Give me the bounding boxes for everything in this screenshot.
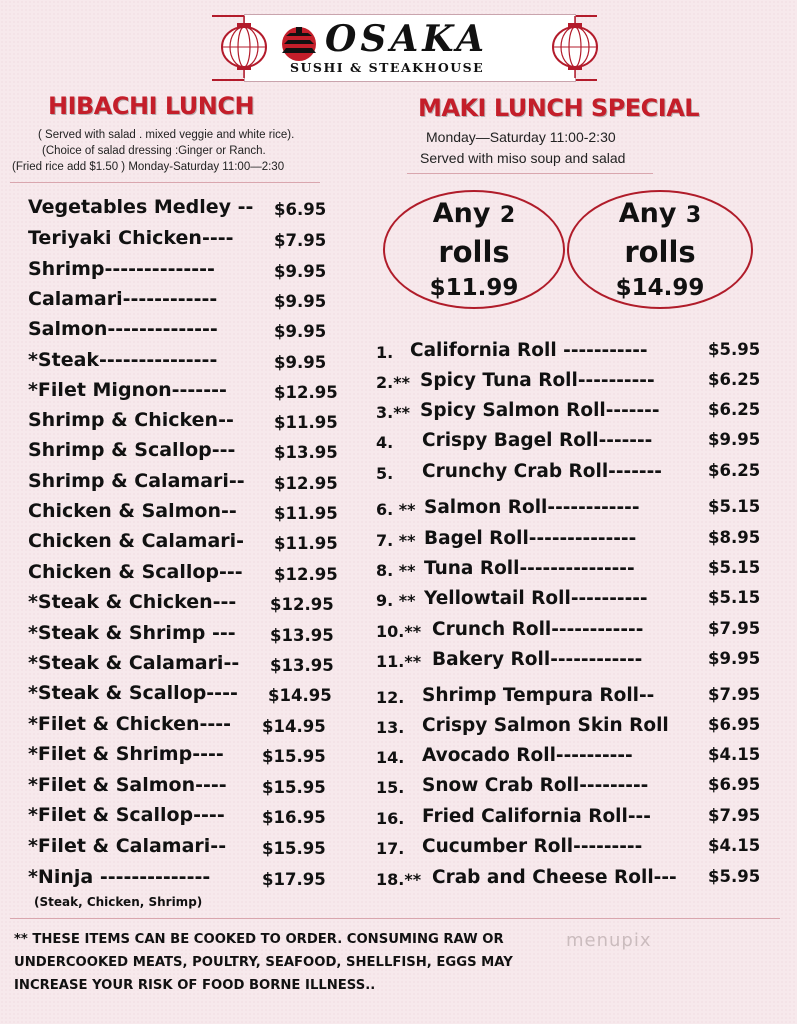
maki-item <box>376 619 776 649</box>
maki-item-name: Bagel Roll-------------- <box>424 528 637 549</box>
maki-item-number: 15. <box>376 778 405 797</box>
maki-item-name: Bakery Roll------------ <box>432 649 643 670</box>
hibachi-item <box>28 439 348 469</box>
hibachi-item-name: Vegetables Medley -- <box>28 196 254 218</box>
hibachi-item-price: $6.95 <box>274 200 327 219</box>
hibachi-item-price: $16.95 <box>262 808 326 827</box>
maki-item-number: 1. <box>376 343 394 362</box>
special-rolls-label: rolls <box>438 235 510 269</box>
maki-item-price: $6.25 <box>708 461 761 480</box>
footer-divider <box>10 918 780 919</box>
brand-subtitle: SUSHI & STEAKHOUSE <box>290 60 485 75</box>
hibachi-item-name: *Filet & Shrimp---- <box>28 743 224 765</box>
maki-item <box>376 400 776 430</box>
hibachi-item-name: *Filet & Calamari-- <box>28 835 227 857</box>
maki-item-price: $4.15 <box>708 745 761 764</box>
hibachi-item-price: $12.95 <box>270 595 334 614</box>
maki-item <box>376 461 776 491</box>
hibachi-item-name: *Filet & Scallop---- <box>28 804 225 826</box>
special-price: $14.99 <box>615 275 705 301</box>
maki-item-name: California Roll ----------- <box>410 340 648 361</box>
maki-item-price: $7.95 <box>708 619 761 638</box>
maki-item <box>376 430 776 460</box>
hibachi-item-name: *Steak & Shrimp --- <box>28 622 236 644</box>
hibachi-item-price: $13.95 <box>274 443 338 462</box>
pagoda-logo-icon <box>278 22 324 62</box>
maki-item-name: Spicy Tuna Roll---------- <box>420 370 655 391</box>
hibachi-item-price: $13.95 <box>270 626 334 645</box>
maki-item-number: 3.** <box>376 403 410 422</box>
maki-item-price: $6.25 <box>708 370 761 389</box>
maki-item-name: Avocado Roll---------- <box>422 745 633 766</box>
maki-item-price: $9.95 <box>708 649 761 668</box>
hibachi-item-name: *Steak & Scallop---- <box>28 682 238 704</box>
maki-item-price: $5.15 <box>708 497 761 516</box>
hibachi-item <box>28 196 348 226</box>
hibachi-item-name: Shrimp & Calamari-- <box>28 470 245 492</box>
maki-item <box>376 649 776 679</box>
hibachi-item <box>28 530 348 560</box>
hibachi-item-price: $13.95 <box>270 656 334 675</box>
maki-item-number: 17. <box>376 839 405 858</box>
maki-item-name: Spicy Salmon Roll------- <box>420 400 660 421</box>
hibachi-item <box>28 379 348 409</box>
health-warning-line: UNDERCOOKED MEATS, POULTRY, SEAFOOD, SHELLFISH, EGGS MAY <box>14 955 513 970</box>
lantern-left-icon <box>218 16 270 78</box>
hibachi-item <box>28 652 348 682</box>
ninja-note: (Steak, Chicken, Shrimp) <box>34 895 203 909</box>
hibachi-item <box>28 866 348 896</box>
maki-item-name: Crunchy Crab Roll------- <box>422 461 662 482</box>
special-any-label: Any <box>618 198 677 229</box>
hibachi-item-price: $12.95 <box>274 565 338 584</box>
hibachi-item-name: Chicken & Scallop--- <box>28 561 243 583</box>
hibachi-item <box>28 713 348 743</box>
maki-item-name: Salmon Roll------------ <box>424 497 640 518</box>
hibachi-item-name: Calamari------------ <box>28 288 218 310</box>
maki-item-number: 5. <box>376 464 394 483</box>
maki-item <box>376 806 776 836</box>
special-any-label: Any <box>432 198 491 229</box>
maki-item-name: Yellowtail Roll---------- <box>424 588 648 609</box>
maki-item-name: Crispy Salmon Skin Roll <box>422 715 669 736</box>
hibachi-item <box>28 591 348 621</box>
special-any-3-rolls <box>567 190 753 309</box>
special-any-2-rolls <box>383 190 565 309</box>
maki-item-name: Cucumber Roll--------- <box>422 836 643 857</box>
hibachi-item <box>28 409 348 439</box>
hibachi-item-name: Shrimp-------------- <box>28 258 215 280</box>
maki-item-name: Shrimp Tempura Roll-- <box>422 685 655 706</box>
special-count: 2 <box>499 203 516 228</box>
hibachi-divider <box>10 182 320 183</box>
maki-item <box>376 715 776 745</box>
hibachi-item <box>28 349 348 379</box>
maki-divider <box>407 173 653 174</box>
special-price: $11.99 <box>429 275 519 301</box>
hibachi-item-name: Teriyaki Chicken---- <box>28 227 234 249</box>
maki-item-number: 18.** <box>376 870 422 889</box>
maki-item-number: 9. ** <box>376 591 416 610</box>
hibachi-item-price: $9.95 <box>274 292 327 311</box>
maki-item-price: $6.25 <box>708 400 761 419</box>
hibachi-item <box>28 743 348 773</box>
maki-item-price: $7.95 <box>708 685 761 704</box>
hibachi-item-name: Shrimp & Chicken-- <box>28 409 234 431</box>
maki-item-name: Snow Crab Roll--------- <box>422 775 649 796</box>
hibachi-item-price: $12.95 <box>274 383 338 402</box>
maki-item-name: Crispy Bagel Roll------- <box>422 430 653 451</box>
maki-item <box>376 685 776 715</box>
maki-item-price: $5.95 <box>708 340 761 359</box>
maki-item-number: 10.** <box>376 622 422 641</box>
hibachi-note-3: (Fried rice add $1.50 ) Monday-Saturday 11:00—2:30 <box>12 161 285 173</box>
health-warning-line: ** THESE ITEMS CAN BE COOKED TO ORDER. CONSUMING RAW OR <box>14 932 504 947</box>
hibachi-item-price: $15.95 <box>262 747 326 766</box>
maki-item <box>376 340 776 370</box>
hibachi-item-name: Salmon-------------- <box>28 318 218 340</box>
hibachi-item-name: *Steak--------------- <box>28 349 218 371</box>
hibachi-item-price: $15.95 <box>262 778 326 797</box>
maki-item-number: 7. ** <box>376 531 416 550</box>
hibachi-note-2: (Choice of salad dressing :Ginger or Ranch. <box>42 145 266 157</box>
hibachi-item <box>28 470 348 500</box>
maki-item <box>376 370 776 400</box>
maki-item-number: 4. <box>376 433 394 452</box>
hibachi-item <box>28 258 348 288</box>
hibachi-item <box>28 774 348 804</box>
hibachi-item <box>28 500 348 530</box>
maki-item-price: $5.15 <box>708 558 761 577</box>
hibachi-item-name: Shrimp & Scallop--- <box>28 439 236 461</box>
maki-item <box>376 528 776 558</box>
maki-item <box>376 745 776 775</box>
hibachi-item <box>28 622 348 652</box>
hibachi-item-price: $9.95 <box>274 353 327 372</box>
maki-item <box>376 775 776 805</box>
hibachi-item-name: *Ninja -------------- <box>28 866 211 888</box>
maki-item-number: 8. ** <box>376 561 416 580</box>
maki-item <box>376 588 776 618</box>
hibachi-item <box>28 318 348 348</box>
watermark: menupix <box>566 930 652 951</box>
health-warning-line: INCREASE YOUR RISK OF FOOD BORNE ILLNESS.. <box>14 978 376 993</box>
hibachi-note-1: ( Served with salad . mixed veggie and white rice). <box>38 129 295 141</box>
hibachi-item <box>28 227 348 257</box>
hibachi-item-name: Chicken & Calamari- <box>28 530 245 552</box>
maki-item-price: $7.95 <box>708 806 761 825</box>
maki-item <box>376 558 776 588</box>
hibachi-item-price: $14.95 <box>268 686 332 705</box>
hibachi-item-price: $11.95 <box>274 534 338 553</box>
maki-item-price: $9.95 <box>708 430 761 449</box>
maki-item-price: $5.15 <box>708 588 761 607</box>
maki-item <box>376 867 776 897</box>
maki-served: Served with miso soup and salad <box>420 150 626 166</box>
maki-item-price: $4.15 <box>708 836 761 855</box>
maki-item-price: $6.95 <box>708 715 761 734</box>
maki-title: MAKI LUNCH SPECIAL <box>418 94 700 122</box>
maki-item-number: 12. <box>376 688 405 707</box>
hibachi-item <box>28 288 348 318</box>
hibachi-item-name: Chicken & Salmon-- <box>28 500 237 522</box>
hibachi-item-price: $15.95 <box>262 839 326 858</box>
hibachi-item-name: *Filet Mignon------- <box>28 379 227 401</box>
maki-item <box>376 836 776 866</box>
maki-item <box>376 497 776 527</box>
maki-hours: Monday—Saturday 11:00-2:30 <box>426 129 616 145</box>
hibachi-item-price: $12.95 <box>274 474 338 493</box>
brand-name: OSAKA <box>325 18 489 60</box>
maki-item-name: Fried California Roll--- <box>422 806 651 827</box>
maki-item-number: 6. ** <box>376 500 416 519</box>
hibachi-item-price: $11.95 <box>274 504 338 523</box>
maki-item-number: 16. <box>376 809 405 828</box>
maki-item-number: 14. <box>376 748 405 767</box>
maki-item-number: 2.** <box>376 373 410 392</box>
hibachi-item-name: *Filet & Chicken---- <box>28 713 232 735</box>
hibachi-item-price: $9.95 <box>274 322 327 341</box>
hibachi-item-name: *Steak & Chicken--- <box>28 591 237 613</box>
lantern-right-icon <box>549 16 601 78</box>
hibachi-item-price: $7.95 <box>274 231 327 250</box>
maki-item-name: Crunch Roll------------ <box>432 619 644 640</box>
maki-item-price: $5.95 <box>708 867 761 886</box>
hibachi-item-price: $9.95 <box>274 262 327 281</box>
hibachi-item <box>28 561 348 591</box>
special-count: 3 <box>685 203 702 228</box>
health-warning <box>14 928 534 997</box>
hibachi-item <box>28 682 348 712</box>
maki-item-price: $6.95 <box>708 775 761 794</box>
hibachi-item-name: *Steak & Calamari-- <box>28 652 240 674</box>
hibachi-title: HIBACHI LUNCH <box>48 92 255 120</box>
hibachi-item <box>28 835 348 865</box>
maki-item-number: 11.** <box>376 652 422 671</box>
maki-item-price: $8.95 <box>708 528 761 547</box>
maki-item-name: Crab and Cheese Roll--- <box>432 867 677 888</box>
hibachi-item <box>28 804 348 834</box>
hibachi-item-price: $14.95 <box>262 717 326 736</box>
special-rolls-label: rolls <box>624 235 696 269</box>
maki-item-number: 13. <box>376 718 405 737</box>
hibachi-item-name: *Filet & Salmon---- <box>28 774 227 796</box>
hibachi-item-price: $11.95 <box>274 413 338 432</box>
maki-item-name: Tuna Roll--------------- <box>424 558 635 579</box>
hibachi-item-price: $17.95 <box>262 870 326 889</box>
